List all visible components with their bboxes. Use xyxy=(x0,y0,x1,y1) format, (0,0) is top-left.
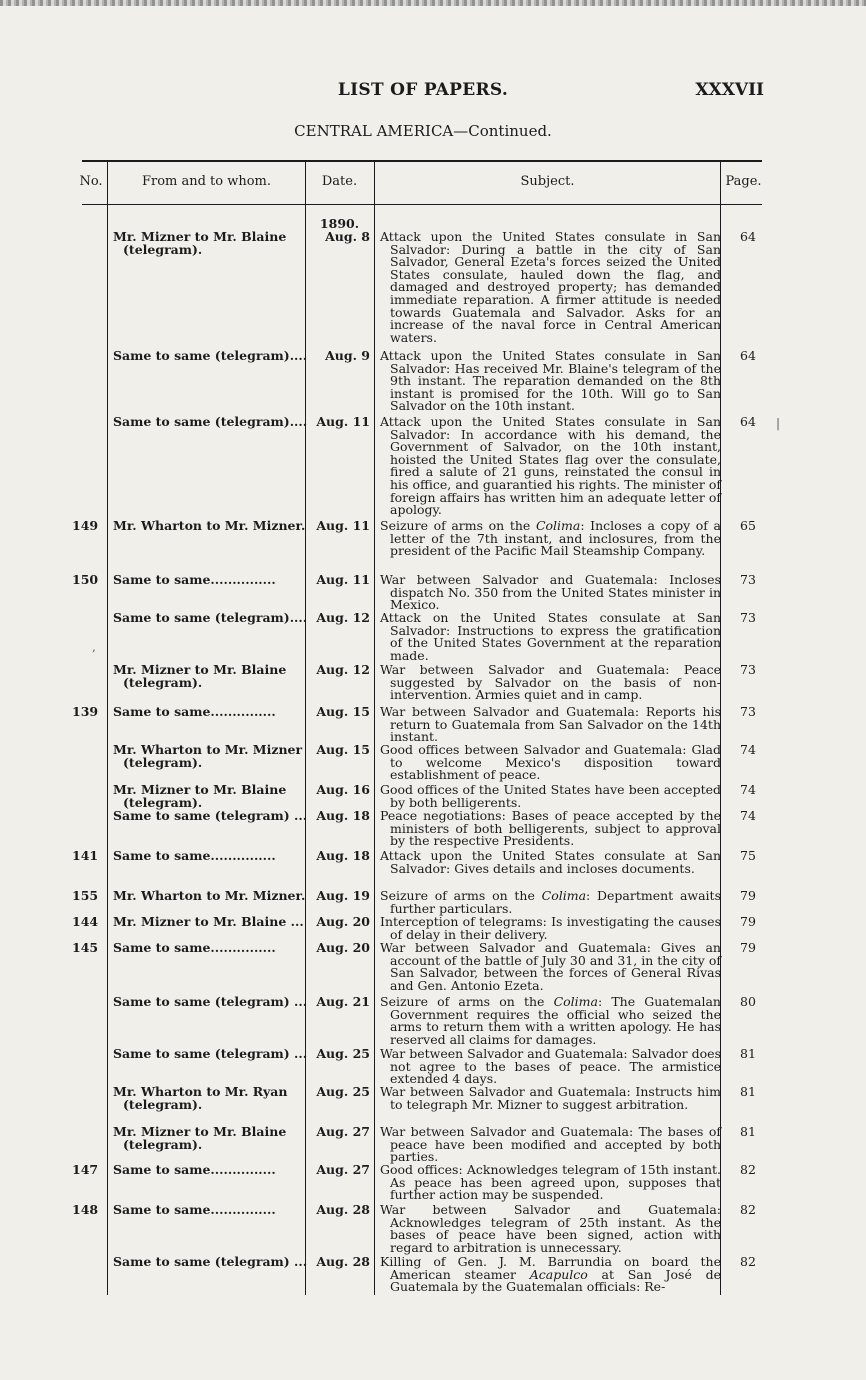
entry-from-to: Same to same............... xyxy=(113,1202,276,1217)
entry-from-to: Same to same (telegram) ... xyxy=(113,808,308,823)
margin-mark: , xyxy=(92,640,96,654)
entry-subject: War between Salvador and Guatemala: Acknowledges telegram of 25th instant. As the bases of peace have been signed, action with regard to arbitration is unnecessary. xyxy=(380,1202,721,1255)
entry-date: Aug. 11 xyxy=(316,518,370,533)
entry-page: 65 xyxy=(740,518,756,533)
entry-subject: War between Salvador and Guatemala: Instructs him to telegraph Mr. Mizner to suggest arbitration. xyxy=(380,1084,721,1112)
entry-number: 144 xyxy=(72,914,99,929)
entry-page: 74 xyxy=(740,808,756,823)
entry-date: Aug. 20 xyxy=(316,940,370,955)
entry-page: 79 xyxy=(740,914,756,929)
entry-from-to: Same to same............... xyxy=(113,848,276,863)
entry-number: 155 xyxy=(72,888,99,903)
section-title: CENTRAL AMERICA—Continued. xyxy=(294,122,552,140)
column-header-date: Date. xyxy=(321,174,358,189)
entry-page: 74 xyxy=(740,782,756,797)
entry-subject: Seizure of arms on the Colima: The Guatemalan Government requires the official who seized the arms to return them with a written apology. He has reserved all claims for damages. xyxy=(380,994,721,1047)
entry-from-to: Mr. Mizner to Mr. Blaine (telegram). xyxy=(113,1124,287,1152)
entry-subject: War between Salvador and Guatemala: Salvador does not agree to the bases of peace. The armistice extended 4 days. xyxy=(380,1046,721,1087)
entry-date: Aug. 28 xyxy=(316,1202,370,1217)
entry-date: Aug. 21 xyxy=(316,994,370,1009)
entry-subject: War between Salvador and Guatemala: Peace suggested by Salvador on the basis of non-intervention. Armies quiet and in camp. xyxy=(380,662,721,703)
entry-subject: Killing of Gen. J. M. Barrundia on board the American steamer Acapulco at San José de Guatemala by the Guatemalan officials: Re- xyxy=(380,1254,722,1295)
entry-from-to: Same to same............... xyxy=(113,1162,276,1177)
entry-page: 75 xyxy=(740,848,756,863)
entry-number: 139 xyxy=(72,704,99,719)
entry-number: 149 xyxy=(72,518,99,533)
entry-date: Aug. 16 xyxy=(316,782,370,797)
entry-subject: Attack on the United States consulate at San Salvador: Instructions to express the gratification of the United States Government at the reparation made. xyxy=(380,610,721,663)
entry-page: 73 xyxy=(740,704,756,719)
entry-subject: Good offices: Acknowledges telegram of 15th instant. As peace has been agreed upon, supposes that further action may be suspended. xyxy=(380,1162,721,1203)
entry-subject: Seizure of arms on the Colima: Department awaits further particulars. xyxy=(380,888,721,916)
entry-page: 64 xyxy=(740,229,756,244)
entry-date: Aug. 12 xyxy=(316,610,370,625)
entry-date: Aug. 12 xyxy=(316,662,370,677)
entry-number: 147 xyxy=(72,1162,99,1177)
entry-date: Aug. 20 xyxy=(316,914,370,929)
scan-edge xyxy=(0,0,866,6)
entry-subject: Interception of telegrams: Is investigating the causes of delay in their delivery. xyxy=(380,914,721,942)
entry-number: 150 xyxy=(72,572,99,587)
entry-page: 82 xyxy=(740,1162,756,1177)
entry-subject: War between Salvador and Guatemala: Reports his return to Guatemala from San Salvador on the 14th instant. xyxy=(380,704,721,745)
column-divider xyxy=(305,160,306,1295)
entry-from-to: Same to same............... xyxy=(113,572,276,587)
entry-from-to: Mr. Mizner to Mr. Blaine (telegram). xyxy=(113,229,287,257)
entry-subject: Attack upon the United States consulate in San Salvador: During a battle in the city of San Salvador, General Ezeta's forces seized the United States consulate, hauled down the flag, and damaged and destroyed property; has demanded immediate reparation. A firmer attitude is needed towards Guatemala and Salvador. Asks for an increase of the naval force in Central American waters. xyxy=(380,229,721,345)
entry-date: Aug. 27 xyxy=(316,1162,370,1177)
entry-page: 79 xyxy=(740,888,756,903)
entry-date: Aug. 11 xyxy=(316,414,370,429)
column-header-subject: Subject. xyxy=(520,174,575,189)
table-top-rule xyxy=(82,160,762,162)
page-number: XXXVII xyxy=(695,80,764,100)
entry-page: 73 xyxy=(740,610,756,625)
entry-subject: War between Salvador and Guatemala: The bases of peace have been modified and accepted by both parties. xyxy=(380,1124,721,1165)
entry-date: Aug. 18 xyxy=(316,808,370,823)
entry-from-to: Mr. Wharton to Mr. Mizner. xyxy=(113,888,306,903)
year-label: 1890. xyxy=(319,216,360,231)
page-title: LIST OF PAPERS. xyxy=(337,80,509,100)
entry-subject: Attack upon the United States consulate in San Salvador: Has received Mr. Blaine's telegram of the 9th instant. The reparation demanded on the 8th instant is promised for the 10th. Will go to San Salvador on the 10th instant. xyxy=(380,348,721,414)
entry-page: 73 xyxy=(740,662,756,677)
entry-date: Aug. 15 xyxy=(316,742,370,757)
entry-from-to: Same to same (telegram).... xyxy=(113,348,308,363)
entry-page: 64 xyxy=(740,414,756,429)
entry-subject: Good offices between Salvador and Guatemala: Glad to welcome Mexico's disposition toward establishment of peace. xyxy=(380,742,721,783)
entry-date: Aug. 18 xyxy=(316,848,370,863)
entry-from-to: Mr. Wharton to Mr. Mizner (telegram). xyxy=(113,742,303,770)
entry-from-to: Mr. Mizner to Mr. Blaine (telegram). xyxy=(113,662,287,690)
entry-date: Aug. 8 xyxy=(325,229,370,244)
entry-subject: Attack upon the United States consulate in San Salvador: In accordance with his demand, the Government of Salvador, on the 10th instant, hoisted the United States flag over the consulate, fired a salute of 21 guns, reinstated the consul in his office, and guarantied his rights. The minister of foreign affairs has written him an adequate letter of apology. xyxy=(380,414,721,518)
entry-subject: Peace negotiations: Bases of peace accepted by the ministers of both belligerents, subject to approval by the respective Presidents. xyxy=(380,808,721,849)
entry-date: Aug. 27 xyxy=(316,1124,370,1139)
entry-from-to: Same to same (telegram).... xyxy=(113,610,308,625)
entry-subject: War between Salvador and Guatemala: Incloses dispatch No. 350 from the United States minister in Mexico. xyxy=(380,572,721,613)
entry-page: 79 xyxy=(740,940,756,955)
entry-number: 145 xyxy=(72,940,99,955)
entry-subject: Seizure of arms on the Colima: Incloses a copy of a letter of the 7th instant, and inclosures, from the president of the Pacific Mail Steamship Company. xyxy=(380,518,722,559)
entry-date: Aug. 28 xyxy=(316,1254,370,1269)
column-header-page: Page. xyxy=(725,174,762,189)
entry-from-to: Mr. Wharton to Mr. Ryan (telegram). xyxy=(113,1084,288,1112)
entry-date: Aug. 15 xyxy=(316,704,370,719)
entry-page: 73 xyxy=(740,572,756,587)
entry-page: 81 xyxy=(740,1084,756,1099)
entry-page: 64 xyxy=(740,348,756,363)
margin-mark: | xyxy=(776,416,781,430)
entry-from-to: Mr. Wharton to Mr. Mizner. xyxy=(113,518,306,533)
column-header-no: No. xyxy=(79,174,103,189)
entry-page: 81 xyxy=(740,1046,756,1061)
entry-from-to: Same to same............... xyxy=(113,940,276,955)
entry-from-to: Mr. Mizner to Mr. Blaine (telegram). xyxy=(113,782,287,810)
entry-number: 148 xyxy=(72,1202,99,1217)
table-header-rule xyxy=(82,204,762,205)
entry-from-to: Same to same (telegram) ... xyxy=(113,1254,308,1269)
entry-page: 80 xyxy=(740,994,756,1009)
entry-subject: Good offices of the United States have been accepted by both belligerents. xyxy=(380,782,721,810)
entry-date: Aug. 9 xyxy=(325,348,370,363)
column-divider xyxy=(374,160,375,1295)
entry-number: 141 xyxy=(72,848,99,863)
entry-page: 74 xyxy=(740,742,756,757)
entry-page: 82 xyxy=(740,1254,756,1269)
entry-from-to: Same to same............... xyxy=(113,704,276,719)
column-divider xyxy=(107,160,108,1295)
entry-date: Aug. 19 xyxy=(316,888,370,903)
entry-date: Aug. 25 xyxy=(316,1046,370,1061)
entry-date: Aug. 25 xyxy=(316,1084,370,1099)
entry-page: 81 xyxy=(740,1124,756,1139)
entry-date: Aug. 11 xyxy=(316,572,370,587)
entry-from-to: Same to same (telegram).... xyxy=(113,414,308,429)
entry-from-to: Same to same (telegram) ... xyxy=(113,1046,308,1061)
entry-from-to: Same to same (telegram) ... xyxy=(113,994,308,1009)
entry-from-to: Mr. Mizner to Mr. Blaine ... xyxy=(113,914,304,929)
entry-page: 82 xyxy=(740,1202,756,1217)
entry-subject: War between Salvador and Guatemala: Gives an account of the battle of July 30 and 31, in the city of San Salvador, between the forces of General Rivas and Gen. Antonio Ezeta. xyxy=(380,940,721,993)
column-header-from: From and to whom. xyxy=(141,174,272,189)
entry-subject: Attack upon the United States consulate at San Salvador: Gives details and incloses documents. xyxy=(380,848,721,876)
